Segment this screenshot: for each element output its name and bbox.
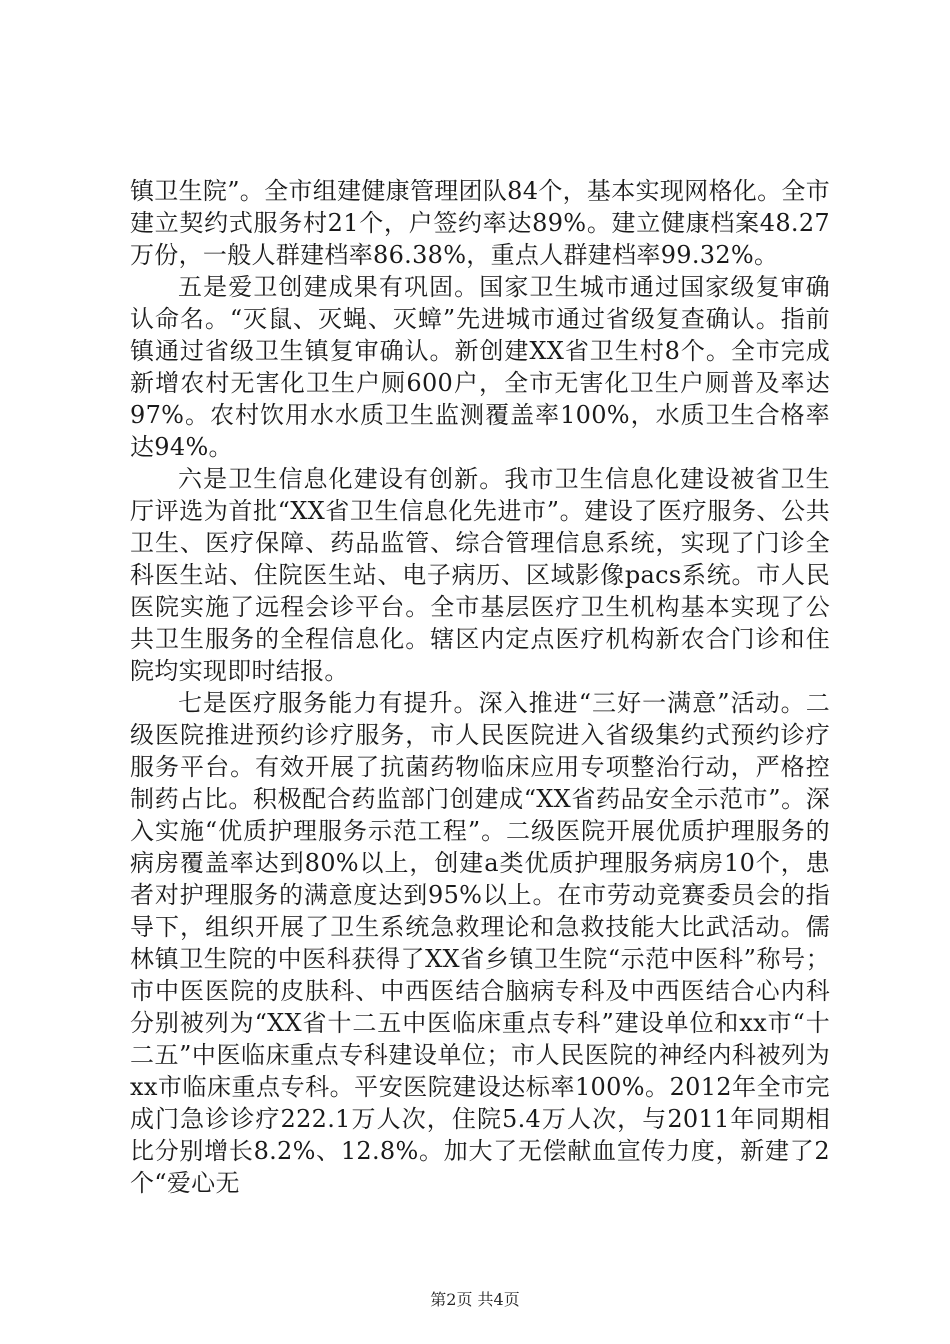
paragraph-3: 六是卫生信息化建设有创新。我市卫生信息化建设被省卫生厅评选为首批“XX省卫生信息化先进市”。建设了医疗服务、公共卫生、医疗保障、药品监管、综合管理信息系统，实现了门诊全科医生站、住院医生站、电子病历、区域影像pacs系统。市人民医院实施了远程会诊平台。全市基层医疗卫生机构基本实现了公共卫生服务的全程信息化。辖区内定点医疗机构新农合门诊和住院均实现即时结报。	[130, 465, 830, 685]
paragraph-4: 七是医疗服务能力有提升。深入推进“三好一满意”活动。二级医院推进预约诊疗服务，市人民医院进入省级集约式预约诊疗服务平台。有效开展了抗菌药物临床应用专项整治行动，严格控制药占比。积极配合药监部门创建成“XX省药品安全示范市”。深入实施“优质护理服务示范工程”。二级医院开展优质护理服务的病房覆盖率达到80%以上，创建a类优质护理服务病房10个，患者对护理服务的满意度达到95%以上。在市劳动竞赛委员会的指导下，组织开展了卫生系统急救理论和急救技能大比武活动。儒林镇卫生院的中医科获得了XX省乡镇卫生院“示范中医科”称号；市中医医院的皮肤科、中西医结合脑病专科及中西医结合心内科分别被列为“XX省十二五中医临床重点专科”建设单位和xx市“十二五”中医临床重点专科建设单位；市人民医院的神经内科被列为xx市临床重点专科。平安医院建设达标率100%。2012年全市完成门急诊诊疗222.1万人次，住院5.4万人次，与2011年同期相比分别增长8.2%、12.8%。加大了无偿献血宣传力度，新建了2个“爱心无	[130, 689, 830, 1197]
page-number-footer: 第2页 共4页	[430, 1290, 520, 1309]
paragraph-2: 五是爱卫创建成果有巩固。国家卫生城市通过国家级复审确认命名。“灭鼠、灭蝇、灭蟑”先进城市通过省级复查确认。指前镇通过省级卫生镇复审确认。新创建XX省卫生村8个。全市完成新增农村无害化卫生户厕600户，全市无害化卫生户厕普及率达97%。农村饮用水水质卫生监测覆盖率100%，水质卫生合格率达94%。	[130, 273, 830, 461]
paragraph-1: 镇卫生院”。全市组建健康管理团队84个，基本实现网格化。全市建立契约式服务村21个，户签约率达89%。建立健康档案48.27万份，一般人群建档率86.38%，重点人群建档率99.32%。	[130, 177, 830, 269]
document-body	[130, 175, 830, 1199]
